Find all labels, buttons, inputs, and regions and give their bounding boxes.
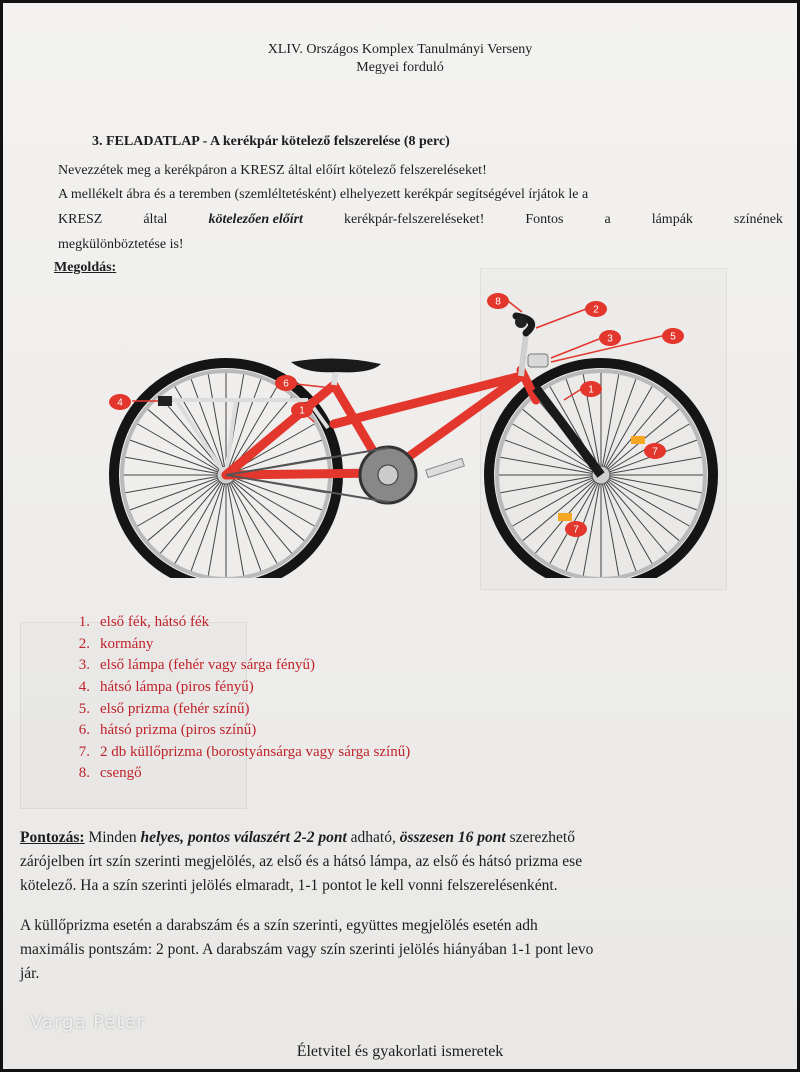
bicycle-diagram (96, 288, 736, 578)
page-footer: Életvitel és gyakorlati ismeretek (296, 1043, 504, 1060)
callout-number: 8 (495, 296, 501, 308)
scoring-paragraph-1: Pontozás: Minden helyes, pontos válaszért 2-2 pont adható, összesen 16 pont szerezhető zárójelben írt szín szerinti megjelölés, az első és a hátsó lámpa, az első és hátsó prizma ese kötelező. Ha a szín szerinti jelölés elmaradt, 1-1 pontot le kell vonni felszerelésenként. (20, 829, 583, 894)
answer-item: 1. első fék, hátsó fék (78, 614, 210, 631)
solution-label: Megoldás: (54, 260, 117, 275)
callout-number: 5 (670, 331, 676, 343)
round-title: Megyei forduló (356, 60, 444, 75)
task-instruction-2: A mellékelt ábra és a teremben (szemléltetésként) elhelyezett kerékpár segítségével írjátok le a (58, 187, 589, 202)
emphasis-text: kötelezően előírt (208, 212, 303, 227)
scoring-label: Pontozás: (20, 829, 85, 846)
answer-item: 3. első lámpa (fehér vagy sárga fényű) (78, 657, 316, 674)
saddle (291, 358, 381, 372)
pedal (426, 458, 465, 477)
answer-item: 6. hátsó prizma (piros színű) (78, 722, 257, 739)
rear-light (158, 396, 172, 406)
bell (515, 316, 527, 328)
scoring-paragraph-2: A küllőprizma esetén a darabszám és a szín szerinti, együttes megjelölés esetén adh maximális pontszám: 2 pont. A darabszám vagy szín szerinti jelölés hiányában 1-1 pont levo jár. (20, 917, 594, 982)
callout-number: 3 (607, 333, 613, 345)
callout-number: 4 (117, 397, 123, 409)
answer-list (58, 612, 410, 785)
answer-item: 7. 2 db küllőprizma (borostyánsárga vagy sárga színű) (78, 743, 411, 760)
task-instruction-3: KRESZ által kötelezően előírt kerékpár-felszereléseket! Fontos a lámpák színének (58, 212, 783, 227)
task-instruction-4: megkülönböztetése is! (58, 237, 184, 252)
answer-item: 4. hátsó lámpa (piros fényű) (78, 679, 254, 696)
callout-number: 1 (299, 405, 305, 417)
callout-number: 2 (593, 304, 599, 316)
spoke-reflector (558, 513, 572, 521)
answer-item: 5. első prizma (fehér színű) (78, 700, 250, 717)
front-lamp (528, 354, 548, 367)
spoke-reflector (631, 436, 645, 444)
task-instruction-1: Nevezzétek meg a kerékpáron a KRESZ által előírt kötelező felszereléseket! (58, 163, 487, 178)
callout-number: 7 (573, 524, 579, 536)
photographer-watermark: Varga Péter (30, 1012, 146, 1033)
task-title: 3. FELADATLAP - A kerékpár kötelező felszerelése (8 perc) (92, 134, 450, 149)
competition-title: XLIV. Országos Komplex Tanulmányi Verseny (267, 42, 533, 57)
callout-number: 7 (652, 446, 658, 458)
answer-item: 2. kormány (78, 635, 154, 652)
front-fork (536, 388, 601, 475)
callout-number: 1 (588, 384, 594, 396)
answer-item: 8. csengő (78, 765, 142, 782)
callout-number: 6 (283, 378, 289, 390)
